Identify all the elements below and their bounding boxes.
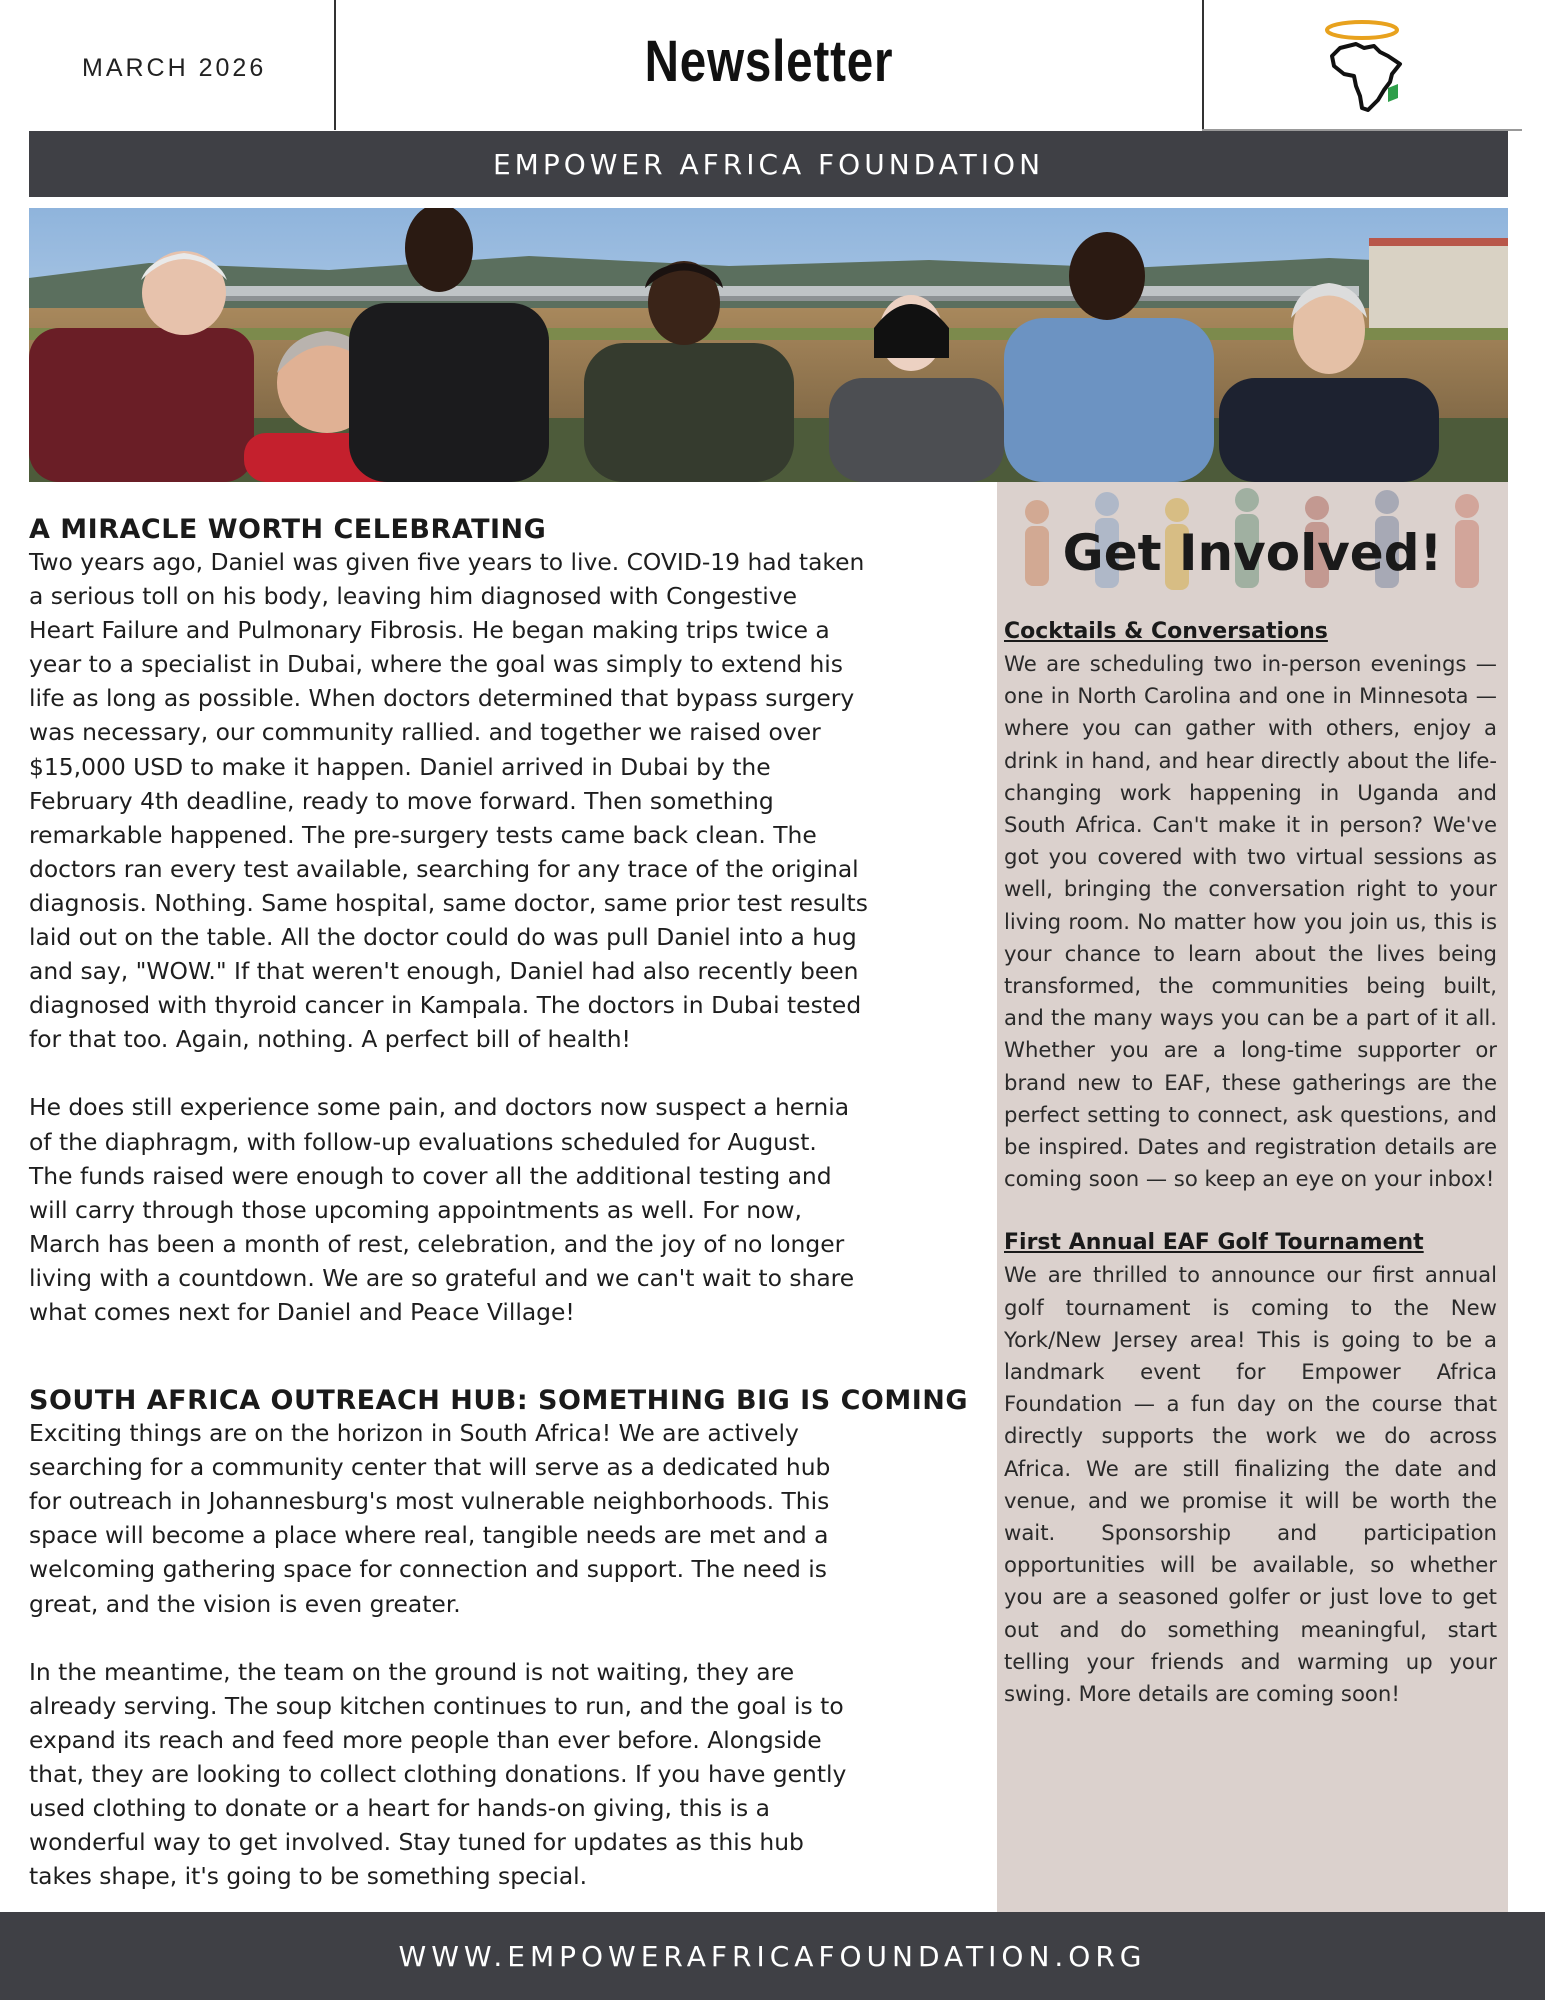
get-involved-sidebar xyxy=(997,482,1508,1912)
article-body xyxy=(29,545,989,1329)
group-photo xyxy=(29,208,1508,482)
article-heading: A MIRACLE WORTH CELEBRATING xyxy=(29,514,547,545)
newsletter-title: Newsletter xyxy=(644,29,894,94)
footer xyxy=(0,1912,1545,2000)
website-link[interactable]: WWW.EMPOWERAFRICAFOUNDATION.ORG xyxy=(398,1939,1147,1973)
sidebar-content xyxy=(1004,616,1497,1710)
sidebar-title: Get Involved! xyxy=(1062,524,1443,582)
article-paragraph: Exciting things are on the horizon in South Africa! We are actively searching for a community center that will serve as a dedicated hub for outreach in Johannesburg's most vulnerable neighborhoods. This space will become a place where real, tangible needs are met and a welcoming gathering space for connection and support. The need is great, and the vision is even greater. xyxy=(29,1419,831,1618)
article-paragraph: He does still experience some pain, and doctors now suspect a hernia of the diaphragm, with follow-up evaluations scheduled for August. The funds raised were enough to cover all the additional testing and will carry through those upcoming appointments as well. For now, March has been a month of rest, celebration, and the joy of no longer living with a countdown. We are so grateful and we can't wait to share what comes next for Daniel and Peace Village! xyxy=(29,1093,855,1326)
org-banner xyxy=(29,131,1508,197)
article-paragraph: In the meantime, the team on the ground is not waiting, they are already serving. The soup kitchen continues to run, and the goal is to expand its reach and feed more people than ever before. Alongside that, they are looking to collect clothing donations. If you have gently used clothing to donate or a heart for hands-on giving, this is a wonderful way to get involved. Stay tuned for updates as this hub takes shape, it's going to be something special. xyxy=(29,1657,847,1891)
event-description: We are scheduling two in-person evenings — one in North Carolina and one in Minnesota — where you can gather with others, enjoy a drink in hand, and hear directly about the life-changing work happening in Uganda and South Africa. Can't make it in person? We've got you covered with two virtual sessions as well, bringing the conversation right to your living room. No matter how you join us, this is your chance to learn about the lives being transformed, the communities being built, and the many ways you can be a part of it all. Whether you are a long-time supporter or brand new to EAF, these gatherings are the perfect setting to connect, ask questions, and be inspired. Dates and registration details are coming soon — so keep an eye on your inbox! xyxy=(1004,651,1497,1192)
event-heading: Cocktails & Conversations xyxy=(1004,619,1328,644)
header-divider xyxy=(1202,0,1204,130)
article-paragraph: Two years ago, Daniel was given five years to live. COVID-19 had taken a serious toll on his body, leaving him diagnosed with Congestive Heart Failure and Pulmonary Fibrosis. He began making trips twice a year to a specialist in Dubai, where the goal was simply to extend his life as long as possible. When doctors determined that bypass surgery was necessary, our community rallied. and together we raised over $15,000 USD to make it happen. Daniel arrived in Dubai by the February 4th deadline, ready to move forward. Then something remarkable happened. The pre-surgery tests came back clean. The doctors ran every test available, searching for any trace of the original diagnosis. Nothing. Same hospital, same doctor, same prior test results laid out on the table. All the doctor could do was pull Daniel into a hug and say, "WOW." If that weren't enough, Daniel had also recently been diagnosed with thyroid cancer in Kampala. The doctors in Dubai tested for that too. Again, nothing. A perfect bill of health! xyxy=(29,548,868,1054)
org-name: EMPOWER AFRICA FOUNDATION xyxy=(492,147,1045,181)
event-description: We are thrilled to announce our first annual golf tournament is coming to the New York/New Jersey area! This is going to be a landmark event for Empower Africa Foundation — a fun day on the course that directly supports the work we do across Africa. We are still finalizing the date and venue, and we promise it will be worth the wait. Sponsorship and participation opportunities will be available, so whether you are a seasoned golfer or just love to get out and do something meaningful, start telling your friends and warming up your swing. More details are coming soon! xyxy=(1004,1262,1497,1707)
event-heading: First Annual EAF Golf Tournament xyxy=(1004,1230,1424,1256)
africa-halo-logo xyxy=(1318,18,1414,118)
main-column xyxy=(29,514,989,1893)
newsletter-header xyxy=(0,0,1545,130)
issue-date: MARCH 2026 xyxy=(82,54,267,82)
article-heading: SOUTH AFRICA OUTREACH HUB: SOMETHING BIG IS COMING xyxy=(29,1385,969,1417)
article-body xyxy=(29,1416,989,1893)
header-divider xyxy=(334,0,336,130)
